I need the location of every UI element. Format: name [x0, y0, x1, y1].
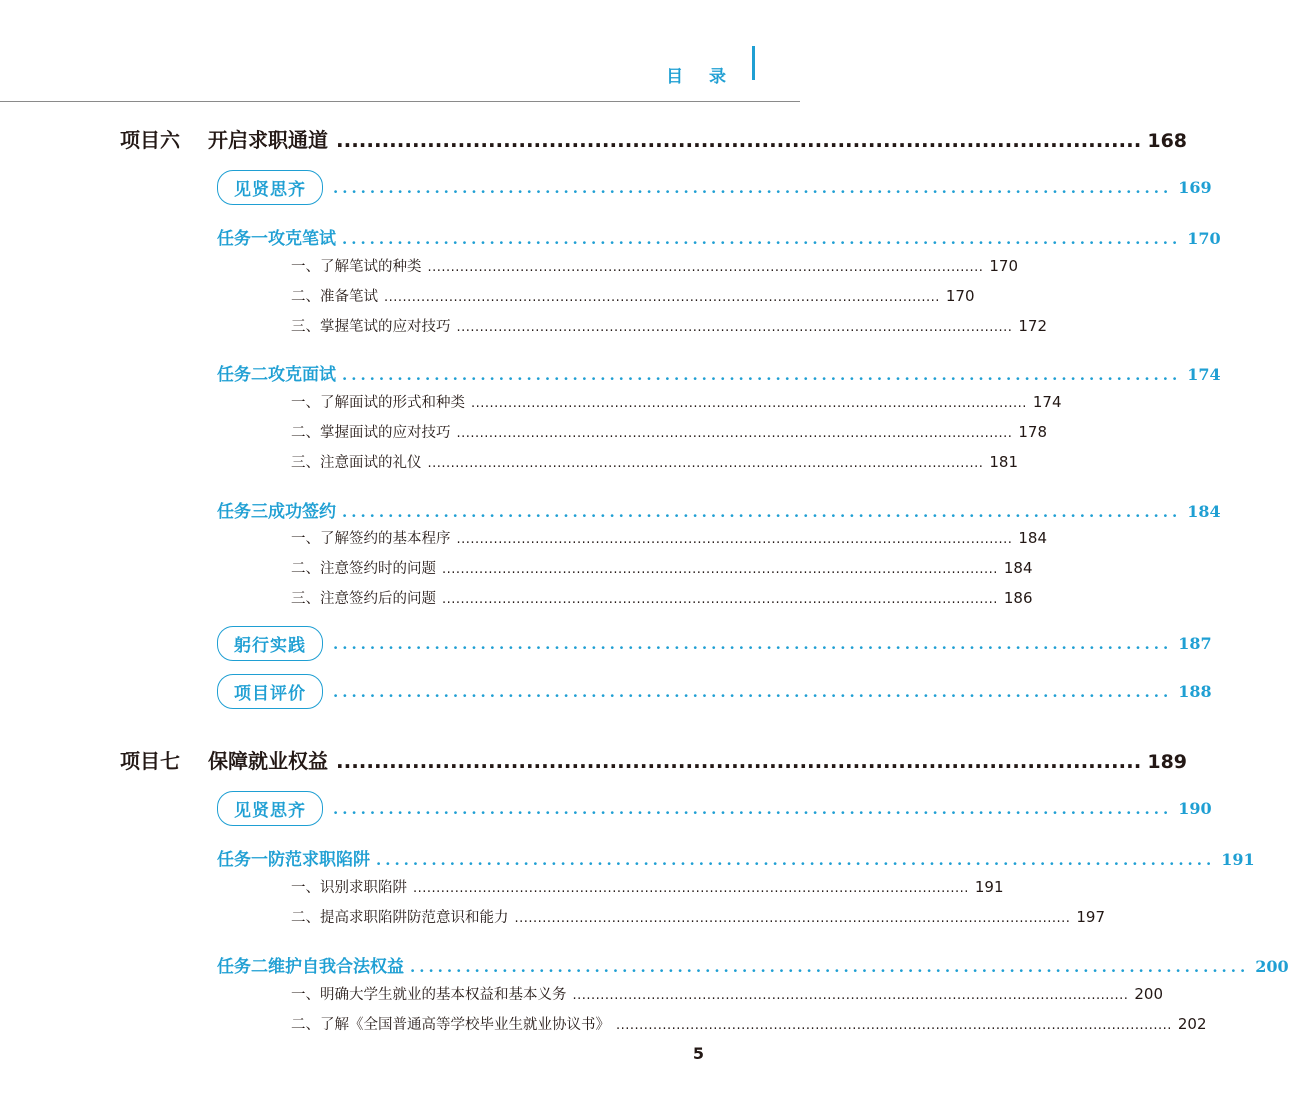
dot-leader: ..........................................................................................................: [336, 128, 1142, 152]
page-number: 184: [1018, 529, 1048, 547]
page-number: 170: [1187, 229, 1221, 248]
page-number: 200: [1255, 957, 1289, 976]
dot-leader: ...........................................................................................: [410, 958, 1250, 976]
toc-special-p7-jianxian[interactable]: [217, 791, 1212, 826]
dot-leader: ........................................................................................................................: [471, 396, 1027, 411]
project-number: 项目七: [120, 749, 180, 773]
page-number: 178: [1018, 423, 1048, 441]
dot-leader: ..........................................................................................................: [336, 749, 1142, 773]
toc-task-p7-1[interactable]: [217, 845, 1255, 870]
page-number: 202: [1177, 1015, 1207, 1033]
task-title: 成功签约: [268, 502, 336, 522]
dot-leader: ........................................................................................................................: [616, 1018, 1172, 1033]
page-number: 181: [989, 453, 1019, 471]
toc-project-7[interactable]: [120, 745, 1188, 774]
toc-task-p6-1[interactable]: [217, 224, 1221, 249]
toc-item[interactable]: [291, 527, 1048, 548]
toc-item[interactable]: [291, 391, 1062, 412]
toc-item[interactable]: [291, 983, 1164, 1004]
task-label: 任务三: [217, 502, 268, 522]
dot-leader: ........................................................................................................................: [572, 988, 1129, 1003]
dot-leader: ........................................................................................................................: [413, 881, 969, 896]
task-title: 维护自我合法权益: [268, 957, 404, 977]
toc-item[interactable]: [291, 1013, 1207, 1034]
dot-leader: ...........................................................................................: [342, 230, 1182, 248]
toc-item[interactable]: [291, 421, 1048, 442]
page-number: 197: [1076, 908, 1106, 926]
item-title: 二、了解《全国普通高等学校毕业生就业协议书》: [291, 1017, 610, 1033]
special-badge: 项目评价: [217, 674, 323, 709]
page-number: 186: [1003, 589, 1033, 607]
task-label: 任务一: [217, 229, 268, 249]
page-number: 184: [1003, 559, 1033, 577]
item-title: 二、准备笔试: [291, 289, 378, 305]
toc-item[interactable]: [291, 315, 1048, 336]
dot-leader: ...........................................................................................: [376, 851, 1216, 869]
item-title: 一、识别求职陷阱: [291, 880, 407, 896]
page-number: 191: [974, 878, 1004, 896]
item-title: 一、了解笔试的种类: [291, 259, 422, 275]
toc-item[interactable]: [291, 587, 1033, 608]
header-divider: [0, 101, 800, 102]
task-label: 任务二: [217, 365, 268, 385]
toc-task-p6-3[interactable]: [217, 497, 1221, 522]
project-title: 开启求职通道: [208, 128, 328, 152]
special-badge: 躬行实践: [217, 626, 323, 661]
page-number: 172: [1018, 317, 1048, 335]
page-number: 169: [1178, 178, 1212, 197]
page-number: 188: [1178, 682, 1212, 701]
item-title: 一、了解签约的基本程序: [291, 531, 451, 547]
toc-item[interactable]: [291, 906, 1106, 927]
toc-special-p6-gongxing[interactable]: [217, 626, 1212, 661]
dot-leader: ........................................................................................................................: [456, 532, 1013, 547]
page-number: 174: [1187, 365, 1221, 384]
dot-leader: ........................................................................................................................: [427, 456, 984, 471]
page-number: 187: [1178, 634, 1212, 653]
item-title: 三、注意面试的礼仪: [291, 455, 422, 471]
task-label: 任务二: [217, 957, 268, 977]
dot-leader: ...........................................................................................: [342, 503, 1182, 521]
toc-task-p7-2[interactable]: [217, 952, 1289, 977]
project-number: 项目六: [120, 128, 180, 152]
header-accent-bar: [752, 46, 755, 80]
item-title: 一、了解面试的形式和种类: [291, 395, 465, 411]
dot-leader: ........................................................................................................................: [384, 290, 940, 305]
dot-leader: ...........................................................................................: [333, 682, 1173, 701]
page-header-title: 目 录: [666, 67, 736, 87]
toc-special-p6-pingjia[interactable]: [217, 674, 1212, 709]
special-badge: 见贤思齐: [217, 791, 323, 826]
task-title: 攻克笔试: [268, 229, 336, 249]
dot-leader: ........................................................................................................................: [456, 320, 1013, 335]
page-number: 174: [1032, 393, 1062, 411]
item-title: 三、注意签约后的问题: [291, 591, 436, 607]
page-number: 168: [1147, 130, 1188, 152]
item-title: 二、掌握面试的应对技巧: [291, 425, 451, 441]
toc-item[interactable]: [291, 557, 1033, 578]
toc-task-p6-2[interactable]: [217, 360, 1221, 385]
dot-leader: ...........................................................................................: [342, 366, 1182, 384]
toc-item[interactable]: [291, 285, 975, 306]
toc-item[interactable]: [291, 255, 1019, 276]
dot-leader: ...........................................................................................: [333, 634, 1173, 653]
page-number: 170: [989, 257, 1019, 275]
item-title: 二、提高求职陷阱防范意识和能力: [291, 910, 509, 926]
item-title: 一、明确大学生就业的基本权益和基本义务: [291, 987, 567, 1003]
page-number: 170: [945, 287, 975, 305]
dot-leader: ........................................................................................................................: [442, 592, 998, 607]
dot-leader: ........................................................................................................................: [456, 426, 1013, 441]
footer-page-number: 5: [692, 1044, 704, 1063]
page-number: 189: [1147, 751, 1188, 773]
toc-item[interactable]: [291, 876, 1004, 897]
item-title: 二、注意签约时的问题: [291, 561, 436, 577]
page-number: 190: [1178, 799, 1212, 818]
toc-item[interactable]: [291, 451, 1019, 472]
toc-project-6[interactable]: [120, 124, 1188, 153]
task-label: 任务一: [217, 850, 268, 870]
dot-leader: ...........................................................................................: [333, 799, 1173, 818]
page-number: 184: [1187, 502, 1221, 521]
item-title: 三、掌握笔试的应对技巧: [291, 319, 451, 335]
dot-leader: ...........................................................................................: [333, 178, 1173, 197]
page-number: 200: [1134, 985, 1164, 1003]
toc-special-p6-jianxian[interactable]: [217, 170, 1212, 205]
dot-leader: ........................................................................................................................: [442, 562, 998, 577]
project-title: 保障就业权益: [208, 749, 328, 773]
task-title: 防范求职陷阱: [268, 850, 370, 870]
page-number: 191: [1221, 850, 1255, 869]
special-badge: 见贤思齐: [217, 170, 323, 205]
dot-leader: ........................................................................................................................: [427, 260, 984, 275]
task-title: 攻克面试: [268, 365, 336, 385]
dot-leader: ........................................................................................................................: [514, 911, 1071, 926]
